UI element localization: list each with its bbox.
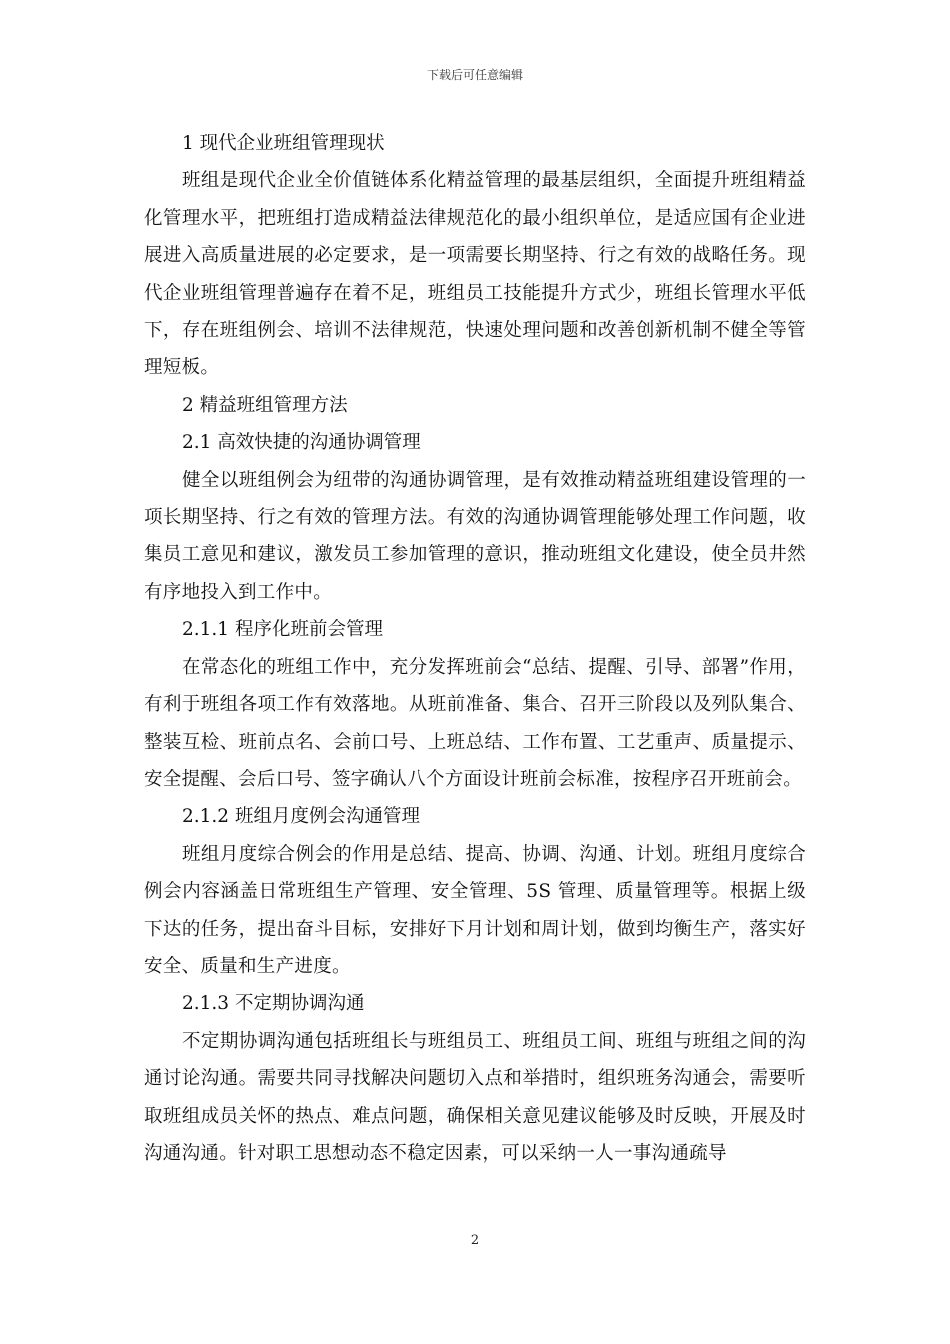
page-number: 2 xyxy=(470,1233,480,1248)
section-heading-2-1-2: 2.1.2 班组月度例会沟通管理 xyxy=(182,806,420,828)
paragraph-2: 健全以班组例会为纽带的沟通协调管理，是有效推动精益班组建设管理的一项长期坚持、行之有效的管理方法。有效的沟通协调管理能够处理工作问题，收集员工意见和建议，激发员工参加管理的意识，推动班组文化建设，使全员井然有序地投入到工作中。 xyxy=(144,469,806,603)
paragraph-4: 班组月度综合例会的作用是总结、提高、协调、沟通、计划。班组月度综合例会内容涵盖日常班组生产管理、安全管理、5S 管理、质量管理等。根据上级下达的任务，提出奋斗目标，安排好下月计划和周计划，做到均衡生产，落实好安全、质量和生产进度。 xyxy=(144,843,806,977)
paragraph-1: 班组是现代企业全价值链体系化精益管理的最基层组织，全面提升班组精益化管理水平，把班组打造成精益法律规范化的最小组织单位，是适应国有企业进展进入高质量进展的必定要求，是一项需要长期坚持、行之有效的战略任务。现代企业班组管理普遍存在着不足，班组员工技能提升方式少，班组长管理水平低下，存在班组例会、培训不法律规范，快速处理问题和改善创新机制不健全等管理短板。 xyxy=(144,170,806,379)
section-heading-2-1-1: 2.1.1 程序化班前会管理 xyxy=(182,619,383,641)
document-body xyxy=(144,125,806,1172)
section-heading-2-1: 2.1 高效快捷的沟通协调管理 xyxy=(182,432,421,454)
paragraph-5: 不定期协调沟通包括班组长与班组员工、班组员工间、班组与班组之间的沟通讨论沟通。需要共同寻找解决问题切入点和举措时，组织班务沟通会，需要听取班组成员关怀的热点、难点问题，确保相关意见建议能够及时反映，开展及时沟通沟通。针对职工思想动态不稳定因素，可以采纳一人一事沟通疏导 xyxy=(144,1030,806,1164)
section-heading-2: 2 精益班组管理方法 xyxy=(182,394,348,416)
page-header: 下载后可任意编辑 xyxy=(426,68,523,82)
section-heading-2-1-3: 2.1.3 不定期协调沟通 xyxy=(182,993,365,1015)
paragraph-3: 在常态化的班组工作中，充分发挥班前会“总结、提醒、引导、部署”作用，有利于班组各项工作有效落地。从班前准备、集合、召开三阶段以及列队集合、整装互检、班前点名、会前口号、上班总结、工作布置、工艺重声、质量提示、安全提醒、会后口号、签字确认八个方面设计班前会标准，按程序召开班前会。 xyxy=(144,656,806,790)
section-heading-1: 1 现代企业班组管理现状 xyxy=(182,133,385,154)
